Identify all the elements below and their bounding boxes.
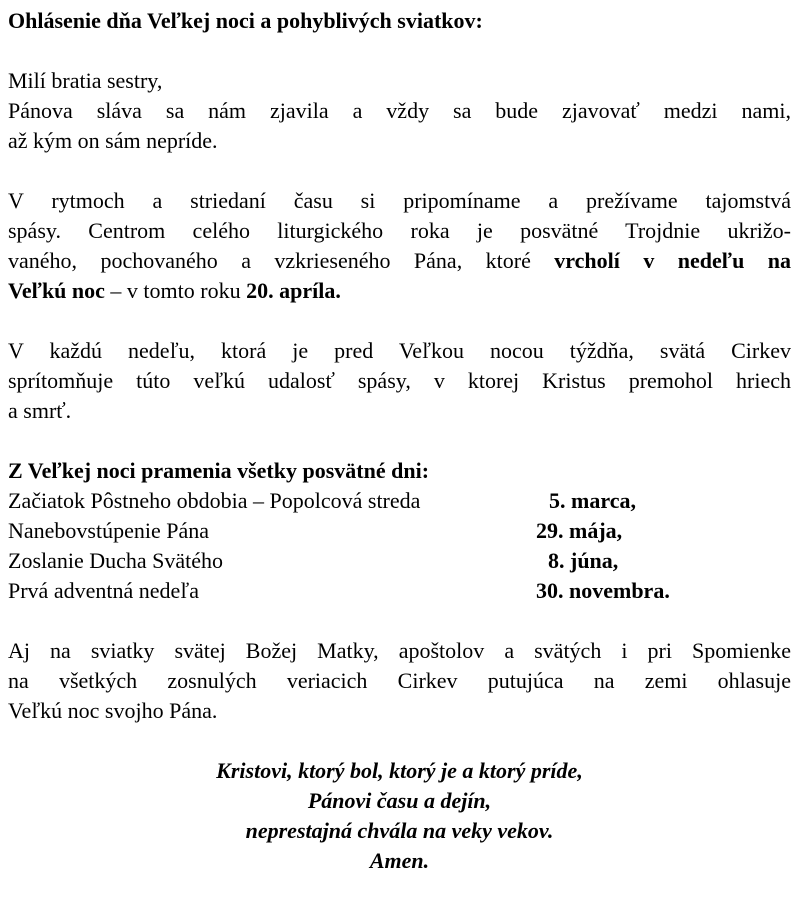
feasts-heading: Z Veľkej noci pramenia všetky posvätné dni:: [8, 458, 430, 483]
feast-date: 30. novembra.: [536, 578, 670, 603]
feast-date: 5. marca,: [549, 488, 636, 513]
paragraph-line: Aj na sviatky svätej Božej Matky, apoštolov a svätých i pri Spomienke: [8, 638, 791, 663]
feast-row: [8, 486, 791, 516]
paragraph-line: [8, 276, 791, 306]
easter-name: Veľkú noc: [8, 278, 105, 303]
easter-date: 20. apríla.: [246, 278, 341, 303]
document-title: Ohlásenie dňa Veľkej noci a pohyblivých sviatkov:: [8, 8, 483, 33]
paragraph-line: spásy. Centrom celého liturgického roka je posvätné Trojdnie ukrižo-: [8, 218, 791, 243]
paragraph-line: V rytmoch a striedaní času si pripomíname a prežívame tajomstvá: [8, 188, 791, 213]
liturgical-year-paragraph: [8, 186, 791, 306]
feast-date: 8. júna,: [548, 548, 619, 573]
paragraph-line: V každú nedeľu, ktorá je pred Veľkou nocou týždňa, svätá Cirkev: [8, 338, 791, 363]
feast-name: Zoslanie Ducha Svätého: [8, 548, 224, 573]
paragraph-line: a smrť.: [8, 398, 72, 423]
paragraph-line: [8, 246, 791, 276]
paragraph-text: – v tomto roku: [104, 278, 247, 303]
doxology-line: Kristovi, ktorý bol, ktorý je a ktorý príde,: [216, 758, 583, 783]
feast-date: 29. mája,: [536, 518, 623, 543]
greeting-line: až kým on sám nepríde.: [8, 128, 218, 153]
feast-name: Prvá adventná nedeľa: [8, 578, 199, 603]
sunday-paragraph: [8, 336, 791, 426]
doxology-line: neprestajná chvála na veky vekov.: [245, 818, 554, 843]
feast-row: [8, 576, 791, 606]
paragraph-line: na všetkých zosnulých veriacich Cirkev putujúca na zemi ohlasuje: [8, 668, 791, 693]
doxology-amen: Amen.: [369, 848, 430, 873]
paragraph-text: vaného, pochovaného a vzkrieseného Pána, ktoré: [8, 248, 555, 273]
feast-name: Začiatok Pôstneho obdobia – Popolcová streda: [8, 488, 421, 513]
feasts-section: [8, 456, 791, 606]
feast-name: Nanebovstúpenie Pána: [8, 518, 209, 543]
doxology-line: Pánovi času a dejín,: [307, 788, 492, 813]
greeting-line: Milí bratia sestry,: [8, 68, 163, 93]
saints-paragraph: [8, 636, 791, 726]
feast-row: [8, 516, 791, 546]
paragraph-line: Veľkú noc svojho Pána.: [8, 698, 218, 723]
greeting-paragraph: [8, 66, 791, 156]
greeting-line: Pánova sláva sa nám zjavila a vždy sa bude zjavovať medzi nami,: [8, 98, 791, 123]
easter-highlight: vrcholí v nedeľu na: [554, 248, 791, 273]
feast-row: [8, 546, 791, 576]
closing-doxology: [8, 756, 791, 876]
paragraph-line: sprítomňuje túto veľkú udalosť spásy, v ktorej Kristus premohol hriech: [8, 368, 791, 393]
